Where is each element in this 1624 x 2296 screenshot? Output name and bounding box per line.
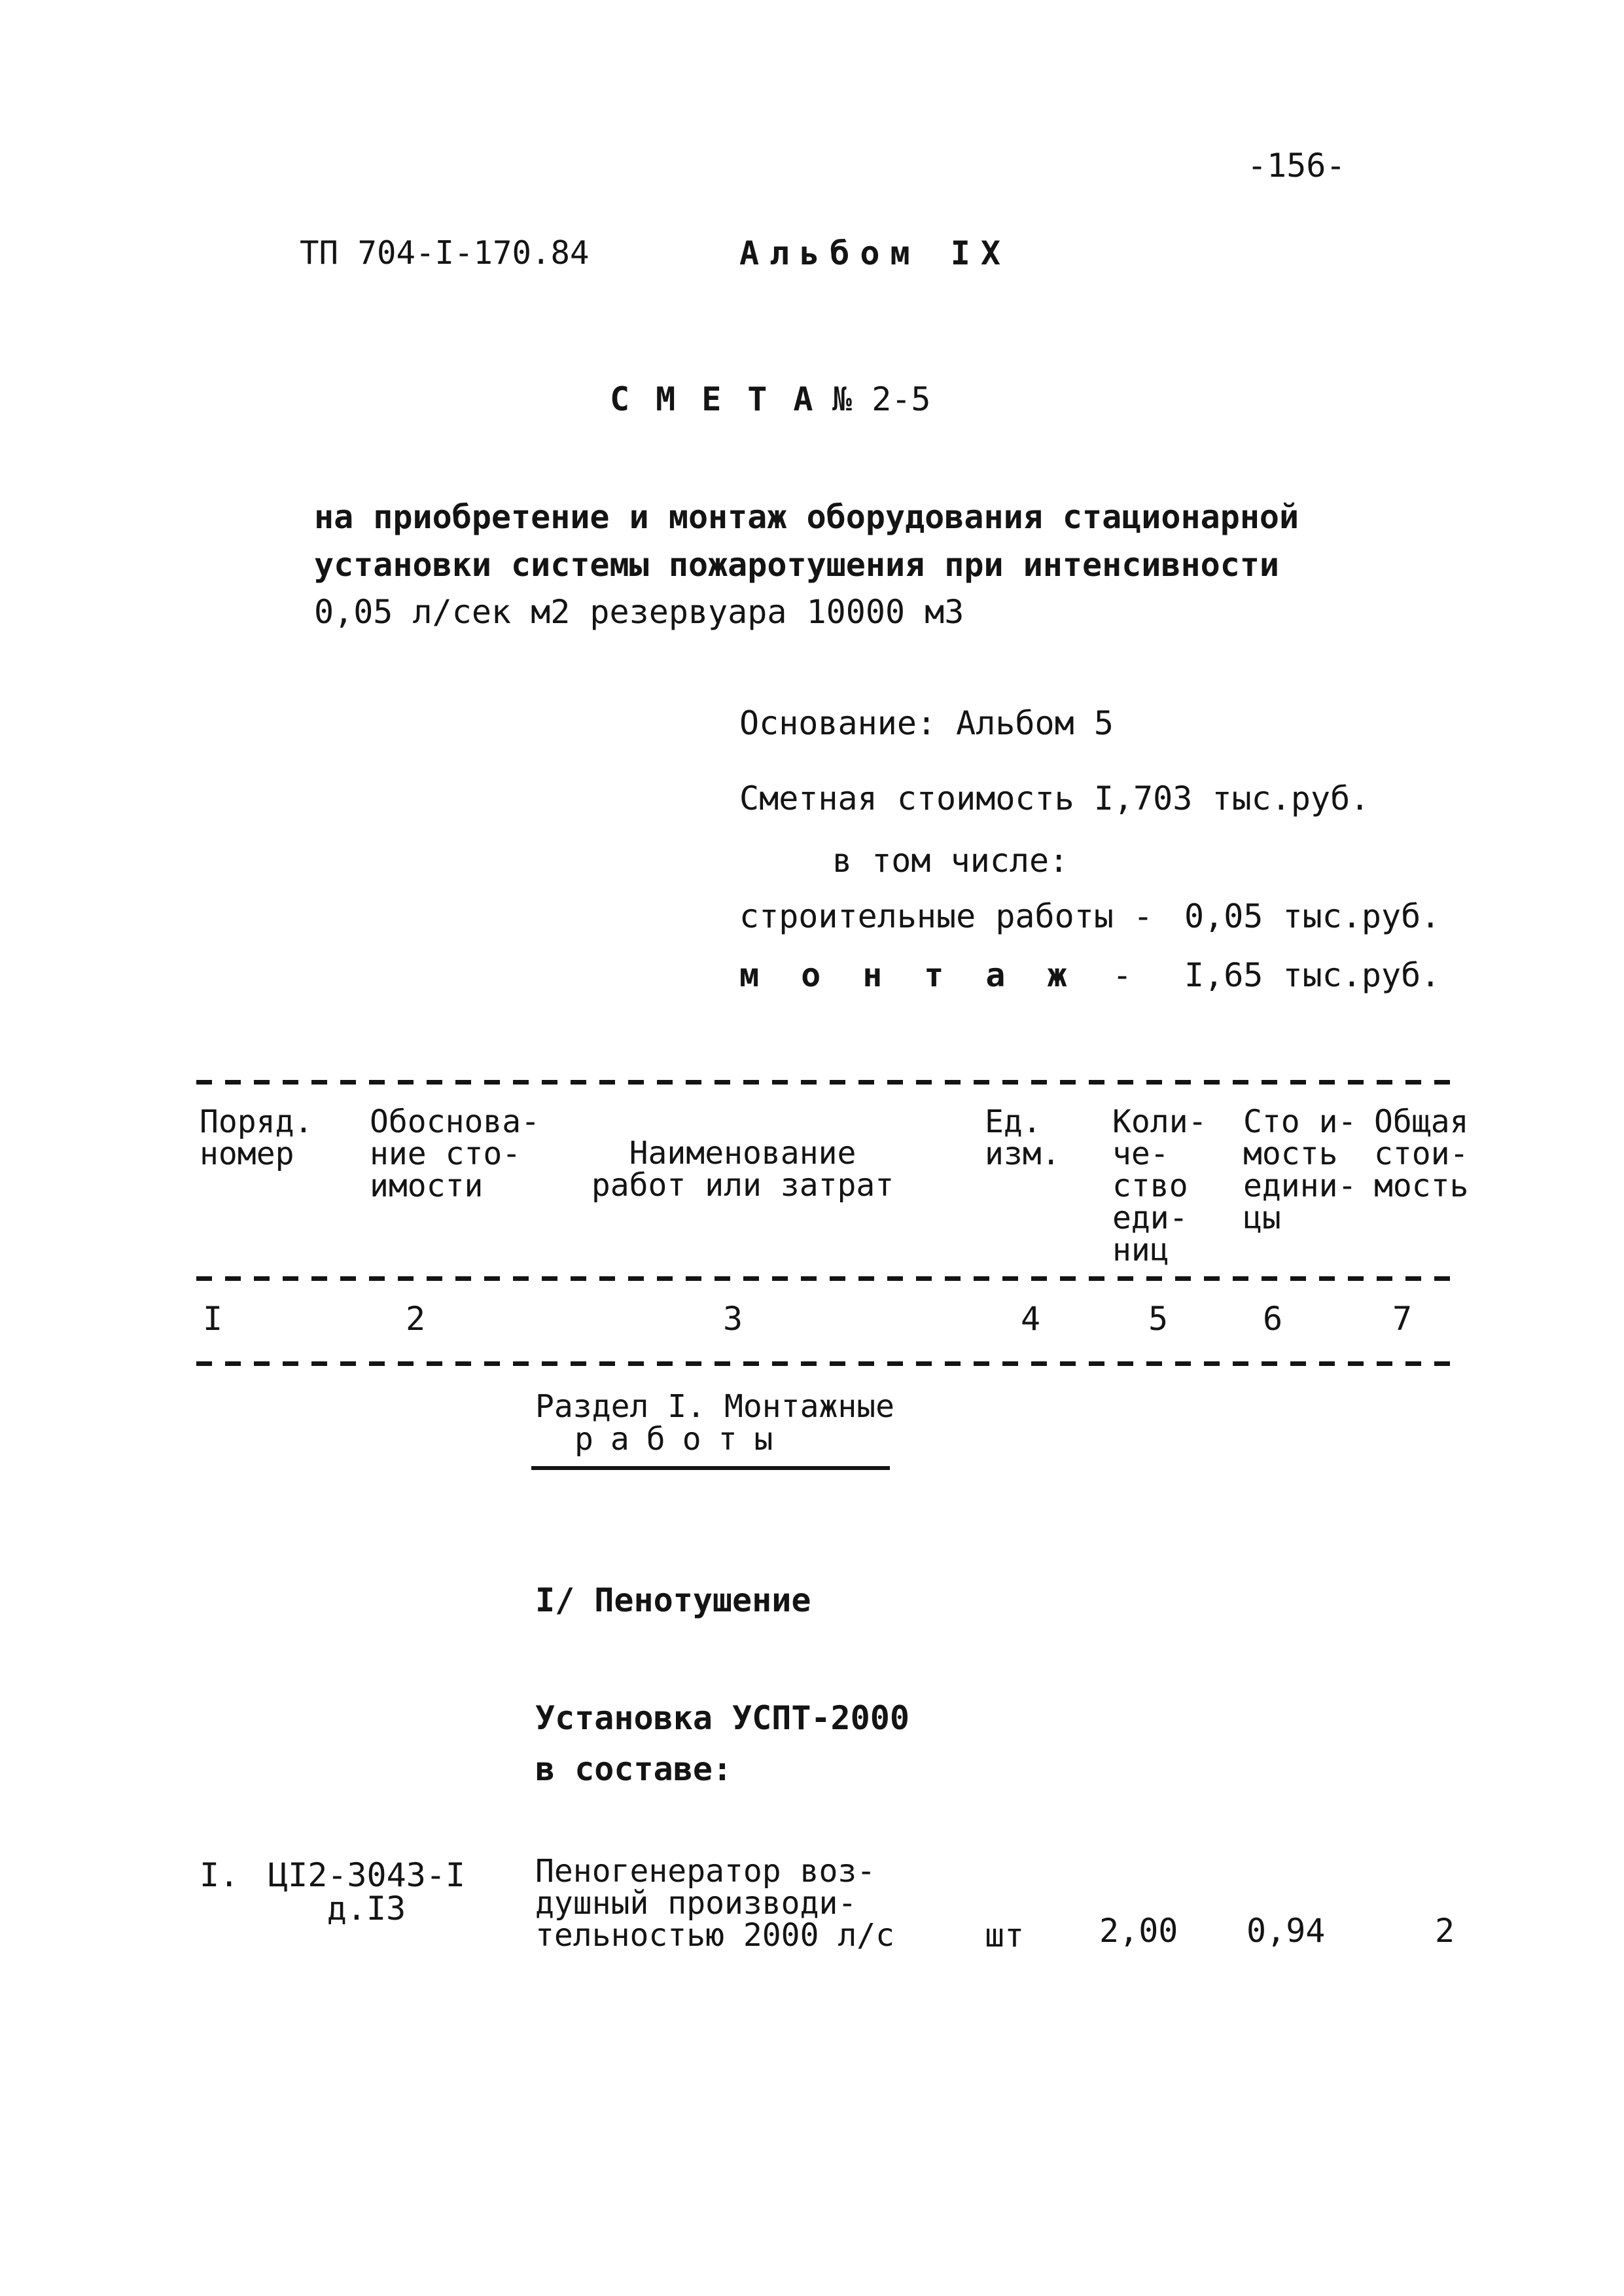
row-basis: ЦI2-3043-I д.I3 bbox=[268, 1856, 466, 1928]
column-number-4: 4 bbox=[1021, 1300, 1041, 1338]
construction-label: строительные работы - bbox=[739, 897, 1154, 935]
column-number-3: 3 bbox=[723, 1300, 743, 1338]
column-number-6: 6 bbox=[1263, 1300, 1283, 1338]
section-title-continuation: работы bbox=[574, 1421, 790, 1458]
estimate-including: в том числе: bbox=[832, 842, 1069, 880]
table-rule-middle bbox=[196, 1276, 1459, 1281]
doc-code: ТП 704-I-170.84 bbox=[300, 234, 590, 272]
header-col-7: Общая стои- мость bbox=[1374, 1103, 1469, 1204]
group-title: Установка УСПТ-2000 bbox=[535, 1699, 909, 1737]
group-subtitle: в составе: bbox=[535, 1750, 733, 1788]
estimate-total-cost: Сметная стоимость I,703 тыс.руб. bbox=[739, 780, 1370, 817]
estimate-subject-line-2: установки системы пожаротушения при интенсивности bbox=[314, 546, 1280, 584]
estimate-subject-line-1: на приобретение и монтаж оборудования стационарной bbox=[314, 498, 1299, 536]
album-label: Альбом IX bbox=[739, 234, 1011, 272]
estimate-number: № 2-5 bbox=[832, 380, 931, 418]
section-underline bbox=[531, 1466, 890, 1470]
row-name: Пеногенератор воз- душный производи- тельностью 2000 л/с bbox=[535, 1853, 895, 1954]
header-col-2: Обоснова- ние сто- имости bbox=[370, 1103, 540, 1204]
montage-dash: - bbox=[1112, 956, 1133, 994]
estimate-subject-line-3: 0,05 л/сек м2 резервуара 10000 м3 bbox=[314, 593, 964, 631]
estimate-title: СМЕТА bbox=[610, 380, 839, 418]
row-unit-cost: 0,94 bbox=[1246, 1912, 1326, 1950]
header-col-3: Наименование работ или затрат bbox=[591, 1135, 894, 1204]
section-title: Раздел I. Монтажные bbox=[535, 1388, 895, 1425]
row-quantity: 2,00 bbox=[1099, 1912, 1178, 1950]
header-col-5: Коли- че- ство еди- ниц bbox=[1112, 1103, 1207, 1268]
header-col-6: Сто и- мость едини- цы bbox=[1243, 1103, 1357, 1236]
table-rule-bottom bbox=[196, 1361, 1459, 1366]
header-col-4: Ед. изм. bbox=[985, 1103, 1061, 1172]
column-number-1: I bbox=[203, 1300, 223, 1338]
montage-value: I,65 тыс.руб. bbox=[1184, 956, 1441, 994]
column-number-5: 5 bbox=[1148, 1300, 1169, 1338]
column-number-2: 2 bbox=[406, 1300, 426, 1338]
table-rule-top bbox=[196, 1080, 1459, 1085]
estimate-basis: Основание: Альбом 5 bbox=[739, 704, 1114, 742]
header-col-1: Поряд. номер bbox=[200, 1103, 313, 1172]
subsection-title: I/ Пенотушение bbox=[535, 1581, 811, 1619]
construction-value: 0,05 тыс.руб. bbox=[1184, 897, 1441, 935]
row-number: I. bbox=[200, 1856, 239, 1894]
page-number: -156- bbox=[1247, 147, 1346, 185]
row-unit: шт bbox=[985, 1916, 1025, 1954]
column-number-7: 7 bbox=[1392, 1300, 1413, 1338]
row-total-cost: 2 bbox=[1435, 1912, 1455, 1950]
montage-label: монтаж bbox=[739, 956, 1109, 994]
